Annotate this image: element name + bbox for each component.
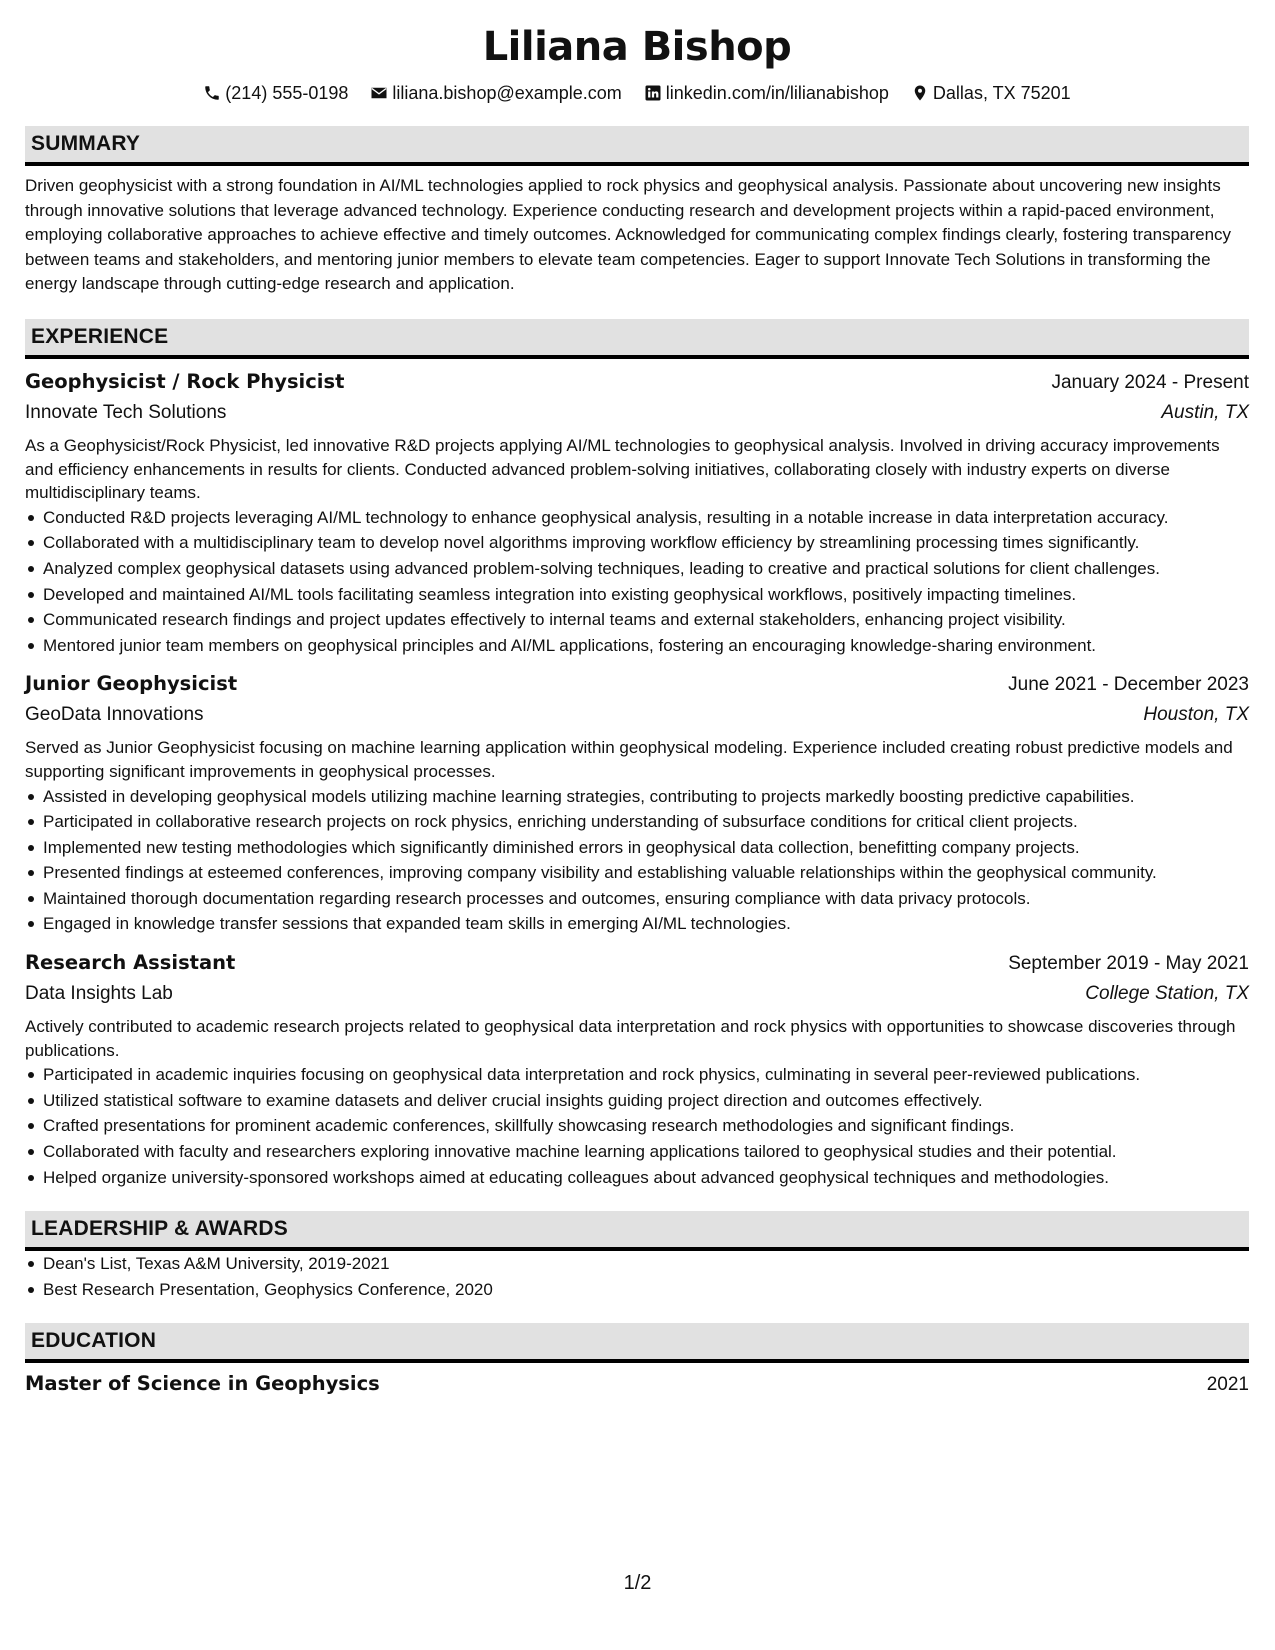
list-item: Communicated research findings and project updates effectively to internal teams and external stakeholders, enhancing project visibility.: [25, 608, 1249, 632]
list-item: Analyzed complex geophysical datasets using advanced problem-solving techniques, leading to creative and practical solutions for client challenges.: [25, 557, 1249, 581]
job-company-row: [25, 700, 1249, 730]
education-section-header: [25, 1323, 1249, 1363]
job-company-row: [25, 979, 1249, 1009]
awards-section-header: [25, 1211, 1249, 1251]
awards-list: [25, 1252, 1249, 1301]
contact-bar: [25, 82, 1249, 104]
phone-icon: [203, 84, 221, 102]
job-title: Research Assistant: [25, 951, 236, 975]
degree-title: Master of Science in Geophysics: [25, 1372, 380, 1396]
job-company: Innovate Tech Solutions: [25, 401, 227, 423]
linkedin-url[interactable]: linkedin.com/in/lilianabishop: [665, 83, 889, 103]
page-number: 1/2: [623, 1572, 652, 1594]
job-company: Data Insights Lab: [25, 983, 173, 1005]
list-item: Mentored junior team members on geophysical principles and AI/ML applications, fostering an encouraging knowledge-sharing environment.: [25, 634, 1249, 658]
list-item: Dean's List, Texas A&M University, 2019-2021: [25, 1252, 1249, 1276]
section-heading: SUMMARY: [31, 132, 141, 155]
list-item: Engaged in knowledge transfer sessions that expanded team skills in emerging AI/ML technologies.: [25, 912, 1249, 936]
job-bullet-list: [25, 506, 1249, 658]
email-address[interactable]: liliana.bishop@example.com: [392, 83, 622, 103]
linkedin-icon: [644, 84, 662, 102]
list-item: Collaborated with a multidisciplinary team to develop novel algorithms improving workflow efficiency by streamlining processing times significantly.: [25, 531, 1249, 555]
list-item: Helped organize university-sponsored workshops aimed at educating colleagues about advanced geophysical techniques and methodologies.: [25, 1166, 1249, 1190]
job-title: Geophysicist / Rock Physicist: [25, 369, 345, 393]
section-heading: EDUCATION: [31, 1329, 157, 1353]
section-heading: EXPERIENCE: [31, 324, 169, 348]
list-item: Conducted R&D projects leveraging AI/ML technology to enhance geophysical analysis, resulting in a notable increase in data interpretation accuracy.: [25, 506, 1249, 530]
job-description: Actively contributed to academic research projects related to geophysical data interpretation and rock physics with opportunities to showcase discoveries through publications.: [25, 1017, 1236, 1060]
job-entry: [25, 948, 1249, 1189]
job-header-row: [25, 669, 1249, 700]
envelope-icon: [370, 84, 388, 102]
list-item: Maintained thorough documentation regarding research processes and outcomes, ensuring compliance with data privacy protocols.: [25, 887, 1249, 911]
job-dates: January 2024 - Present: [1051, 371, 1249, 393]
job-company-row: [25, 398, 1249, 428]
job-location: College Station, TX: [1085, 983, 1249, 1005]
job-dates: June 2021 - December 2023: [1008, 674, 1249, 696]
list-item: Developed and maintained AI/ML tools facilitating seamless integration into existing geophysical workflows, positively impacting timelines.: [25, 583, 1249, 607]
job-entry: [25, 367, 1249, 657]
summary-text: Driven geophysicist with a strong foundation in AI/ML technologies applied to rock physics and geophysical analysis. Passionate about uncovering new insights through innovative solutions that leverage advanced technology. Experience conducting research and development projects within a rapid-paced environment, employing collaborative approaches to achieve effective and timely outcomes. Acknowledged for communicating complex findings clearly, fostering transparency between teams and stakeholders, and mentoring junior members to elevate team competencies. Eager to support Innovate Tech Solutions in transforming the energy landscape through cutting-edge research and application.: [25, 176, 1232, 294]
job-title: Junior Geophysicist: [25, 672, 238, 696]
contact-location: [911, 82, 1071, 104]
job-description: As a Geophysicist/Rock Physicist, led innovative R&D projects applying AI/ML technologies to geophysical analysis. Involved in driving accuracy improvements and efficiency enhancements in results for clients. Conducted advanced problem-solving initiatives, collaborating closely with industry experts on diverse multidisciplinary teams.: [25, 435, 1220, 503]
contact-linkedin: [644, 82, 889, 104]
list-item: Best Research Presentation, Geophysics Conference, 2020: [25, 1278, 1249, 1302]
list-item: Collaborated with faculty and researchers exploring innovative machine learning applications tailored to geophysical studies and their potential.: [25, 1140, 1249, 1164]
job-bullet-list: [25, 785, 1249, 937]
list-item: Crafted presentations for prominent academic conferences, skillfully showcasing research methodologies and significant findings.: [25, 1114, 1249, 1138]
summary-section-header: [25, 126, 1249, 166]
job-company: GeoData Innovations: [25, 704, 204, 726]
job-entry: [25, 669, 1249, 936]
job-description: Served as Junior Geophysicist focusing on machine learning application within geophysical modeling. Experience included creating robust predictive models and supporting significant improvements in geophysical processes.: [25, 738, 1233, 781]
job-location: Austin, TX: [1161, 401, 1249, 423]
section-heading: LEADERSHIP & AWARDS: [31, 1217, 288, 1241]
resume-content: [25, 18, 1249, 1400]
list-item: Utilized statistical software to examine datasets and deliver crucial insights guiding project direction and outcomes effectively.: [25, 1089, 1249, 1113]
location-text: Dallas, TX 75201: [932, 83, 1071, 103]
phone-number[interactable]: (214) 555-0198: [225, 83, 349, 103]
job-header-row: [25, 948, 1249, 979]
map-pin-icon: [911, 84, 929, 102]
education-entry: [25, 1369, 1249, 1400]
graduation-year: 2021: [1206, 1374, 1249, 1396]
job-location: Houston, TX: [1143, 704, 1249, 726]
job-header-row: [25, 367, 1249, 398]
job-bullet-list: [25, 1063, 1249, 1189]
list-item: Participated in collaborative research projects on rock physics, enriching understanding of subsurface conditions for critical client projects.: [25, 810, 1249, 834]
list-item: Assisted in developing geophysical models utilizing machine learning strategies, contributing to projects markedly boosting predictive capabilities.: [25, 785, 1249, 809]
candidate-name: Liliana Bishop: [482, 24, 792, 70]
list-item: Participated in academic inquiries focusing on geophysical data interpretation and rock physics, culminating in several peer-reviewed publications.: [25, 1063, 1249, 1087]
contact-email: [370, 82, 621, 104]
list-item: Presented findings at esteemed conferences, improving company visibility and establishing valuable relationships within the geophysical community.: [25, 861, 1249, 885]
experience-section-header: [25, 319, 1249, 359]
job-dates: September 2019 - May 2021: [1008, 953, 1249, 975]
contact-phone: [203, 82, 348, 104]
list-item: Implemented new testing methodologies which significantly diminished errors in geophysical data collection, benefitting company projects.: [25, 836, 1249, 860]
